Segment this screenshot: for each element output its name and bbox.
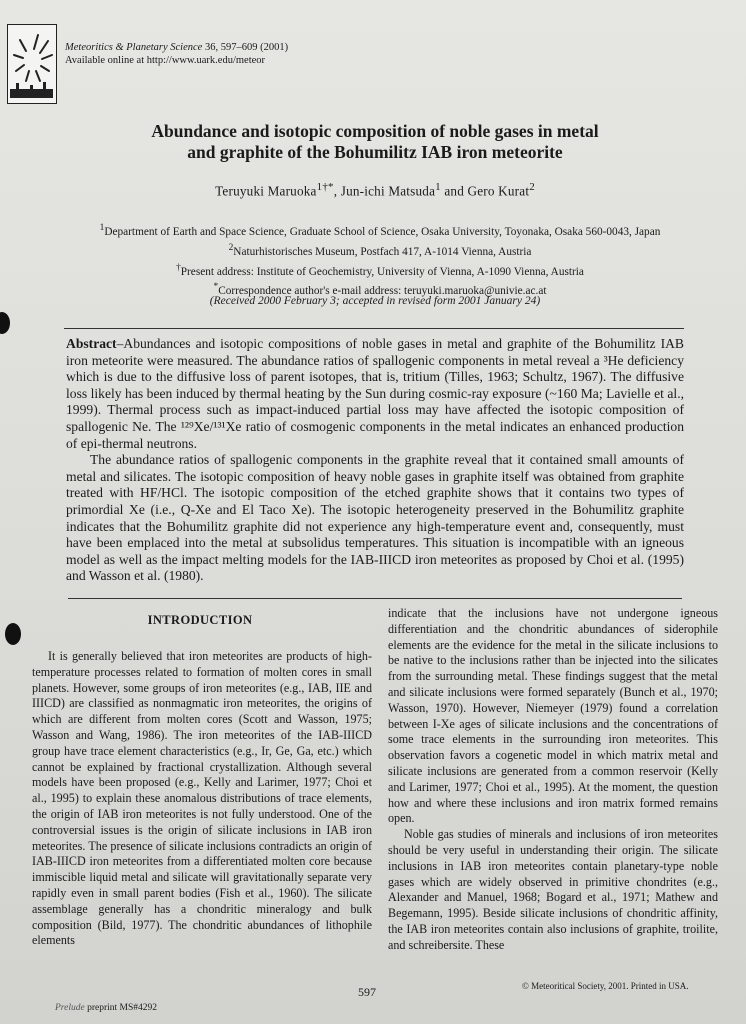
affiliation-mark: * [213,282,219,293]
preprint-label: preprint MS#4292 [87,1003,158,1013]
title-line: Abundance and isotopic composition of noble gases in metal [151,121,599,141]
text-column-left [32,649,372,949]
affiliation-text: Naturhistorisches Museum, Postfach 417, A-1014 Vienna, Austria [233,245,532,258]
journal-citation: 36, 597–609 (2001) [204,42,289,53]
author-conjunction: and [444,183,464,199]
affiliation-mark: 1 [99,223,105,233]
author-name: Teruyuki Maruoka [215,183,317,199]
affiliation-mark: † [176,262,181,273]
abstract-paragraph: The abundance ratios of spallogenic components in the graphite reveal that it contained small amounts of metal and silicates. The isotopic composition of heavy noble gases in graphite itself was obtained from graphite treated with HF/HCl. The isotopic composition of the etched graphite shows that it contains two types of primordial Xe (i.e., Q-Xe and El Taco Xe). The isotopic heterogeneity preserved in the Bohumilitz graphite indicates that the Bohumilitz graphite did not experience any high-temperature event and, consequently, must have been emplaced into the metal at subsolidus temperatures. This situation is incompatible with an igneous model as well as the impact melting models for the IAB-IIICD iron meteorites as proposed by Choi et al. (1995) and Wasson et al. (1980). [66,452,684,584]
affiliation-text: Present address: Institute of Geochemistry, University of Vienna, A-1090 Vienna, Austria [180,265,584,278]
abstract-paragraph [66,336,684,452]
author-list: Teruyuki Maruoka$^{1\dagger*}$, Jun-ichi Matsuda$^1$ and Gero Kurat$^2$ [215,181,535,199]
affiliation-text: Department of Earth and Space Science, Graduate School of Science, Osaka University, Toyonaka, Osaka 560-0043, Japan [104,225,661,238]
abstract-text: –Abundances and isotopic compositions of noble gases in metal and graphite of the Bohumilitz IAB iron meteorite were measured. The abundance ratios of spallogenic components in metal reveal a ³He deficiency which is due to the diffusive loss of parent isotopes, that is, tritium (Tilles, 1963; Schultz, 1967). The diffusive loss likely has been induced by thermal heating by the Sun during cosmic-ray exposure (~160 Ma; Lavielle et al., 1999). Thermal process such as impact-induced partial loss may have affected the isotopic composition of spallogenic Ne. The ¹²⁹Xe/¹³¹Xe ratio of cosmogenic components in the metal indicates an enhanced production of epi-thermal neutrons. [66,336,684,451]
title-line: and graphite of the Bohumilitz IAB iron meteorite [187,142,563,162]
abstract-label: Abstract [66,336,117,351]
affiliation-line [40,220,720,240]
binder-hole [0,312,10,334]
abstract-block [66,336,684,585]
handwritten-stamp: Prelude [55,1003,85,1013]
page-number: 597 [358,985,376,999]
paper-title [80,121,670,163]
author-name: Gero Kurat [467,183,530,199]
affiliation-text: Correspondence author's e-mail address: teruyuki.maruoka@univie.ac.at [218,285,547,298]
binder-hole [5,623,21,645]
affiliations [40,220,720,299]
author-marks: 2 [529,181,535,193]
author-marks: 1†* [316,181,334,193]
affiliation-mark: 2 [228,242,234,253]
abstract-top-rule [64,328,684,329]
text-column-right [388,606,718,954]
section-heading: INTRODUCTION [147,613,253,627]
body-paragraph: indicate that the inclusions have not undergone igneous differentiation and the chondritic abundances of siderophile elements are the evidence for the metal in the silicate inclusions to be native to the inclusions rather than be injected into the silicates from the surrounding metal. These findings suggest that the metal and silicate inclusions were formed separately (Bunch et al., 1970; Wasson, 1970). However, Niemeyer (1979) found a correlation between I-Xe ages of silicate inclusions and the concentrations of some trace elements in the surrounding iron meteorites. This observation favors a cogenetic model in which matrix metal and silicate inclusions are generated from a common reservoir (Kelly and Larimer, 1977; Choi et al., 1995). At the moment, the question how and where these inclusions and iron matrix formed remains open. [388,606,718,826]
affiliation-line [40,260,720,280]
journal-logo [7,24,57,104]
availability-note: Available online at http://www.uark.edu/meteor [65,55,266,66]
copyright-notice: © Meteoritical Society, 2001. Printed in USA. [522,981,689,991]
preprint-stamp [55,1003,157,1013]
affiliation-line [40,240,720,260]
body-paragraph: Noble gas studies of minerals and inclusions of iron meteorites should be very useful in understanding their origin. The silicate inclusions in IAB iron meteorites contain planetary-type noble gases which are widely observed in primitive chondrites (e.g., Alexander and Manuel, 1968; Bogard et al., 1971; Mathew and Begemann, 1995). Beside silicate inclusions of chondritic affinity, the IAB iron meteorites contain also inclusions of graphite, troilite, and schreibersite. These [388,827,718,952]
journal-name: Meteoritics & Planetary Science [65,42,203,53]
journal-header [65,41,288,67]
body-paragraph: It is generally believed that iron meteorites are products of high-temperature processes related to formation of molten cores in small planets. However, some groups of iron meteorites (e.g., IAB, IIE and IIICD) are classified as nonmagmatic iron meteorites, the origins of which are different from molten cores (Scott and Wasson, 1975; Wasson and Wang, 1986). The iron meteorites of the IAB-IIICD group have trace element characteristics (e.g., Ir, Ge, Ga, etc.) which cannot be explained by fractional crystallization. Although several models have been proposed (e.g., Kelly and Larimer, 1977; Choi et al., 1995) to explain these anomalous distributions of trace elements, the origin of IAB iron meteorites is not fully understood. One of the controversial issues is the origin of silicate inclusions in IAB iron meteorites. The presence of silicate inclusions contradicts an origin of IAB-IIICD iron meteorites from a differentiated molten core because immiscible liquid metal and silicate will gravitationally separate very rapidly even in small parent bodies (Fish et al., 1960). The silicate assemblage generally has a chondritic mineralogy and bulk composition (Bild, 1977). The chondritic abundances of lithophile elements [32,649,372,948]
author-name: Jun-ichi Matsuda [340,183,436,199]
author-marks: 1 [435,181,441,193]
abstract-bottom-rule [68,598,682,599]
received-dates: (Received 2000 February 3; accepted in revised form 2001 January 24) [209,295,541,307]
